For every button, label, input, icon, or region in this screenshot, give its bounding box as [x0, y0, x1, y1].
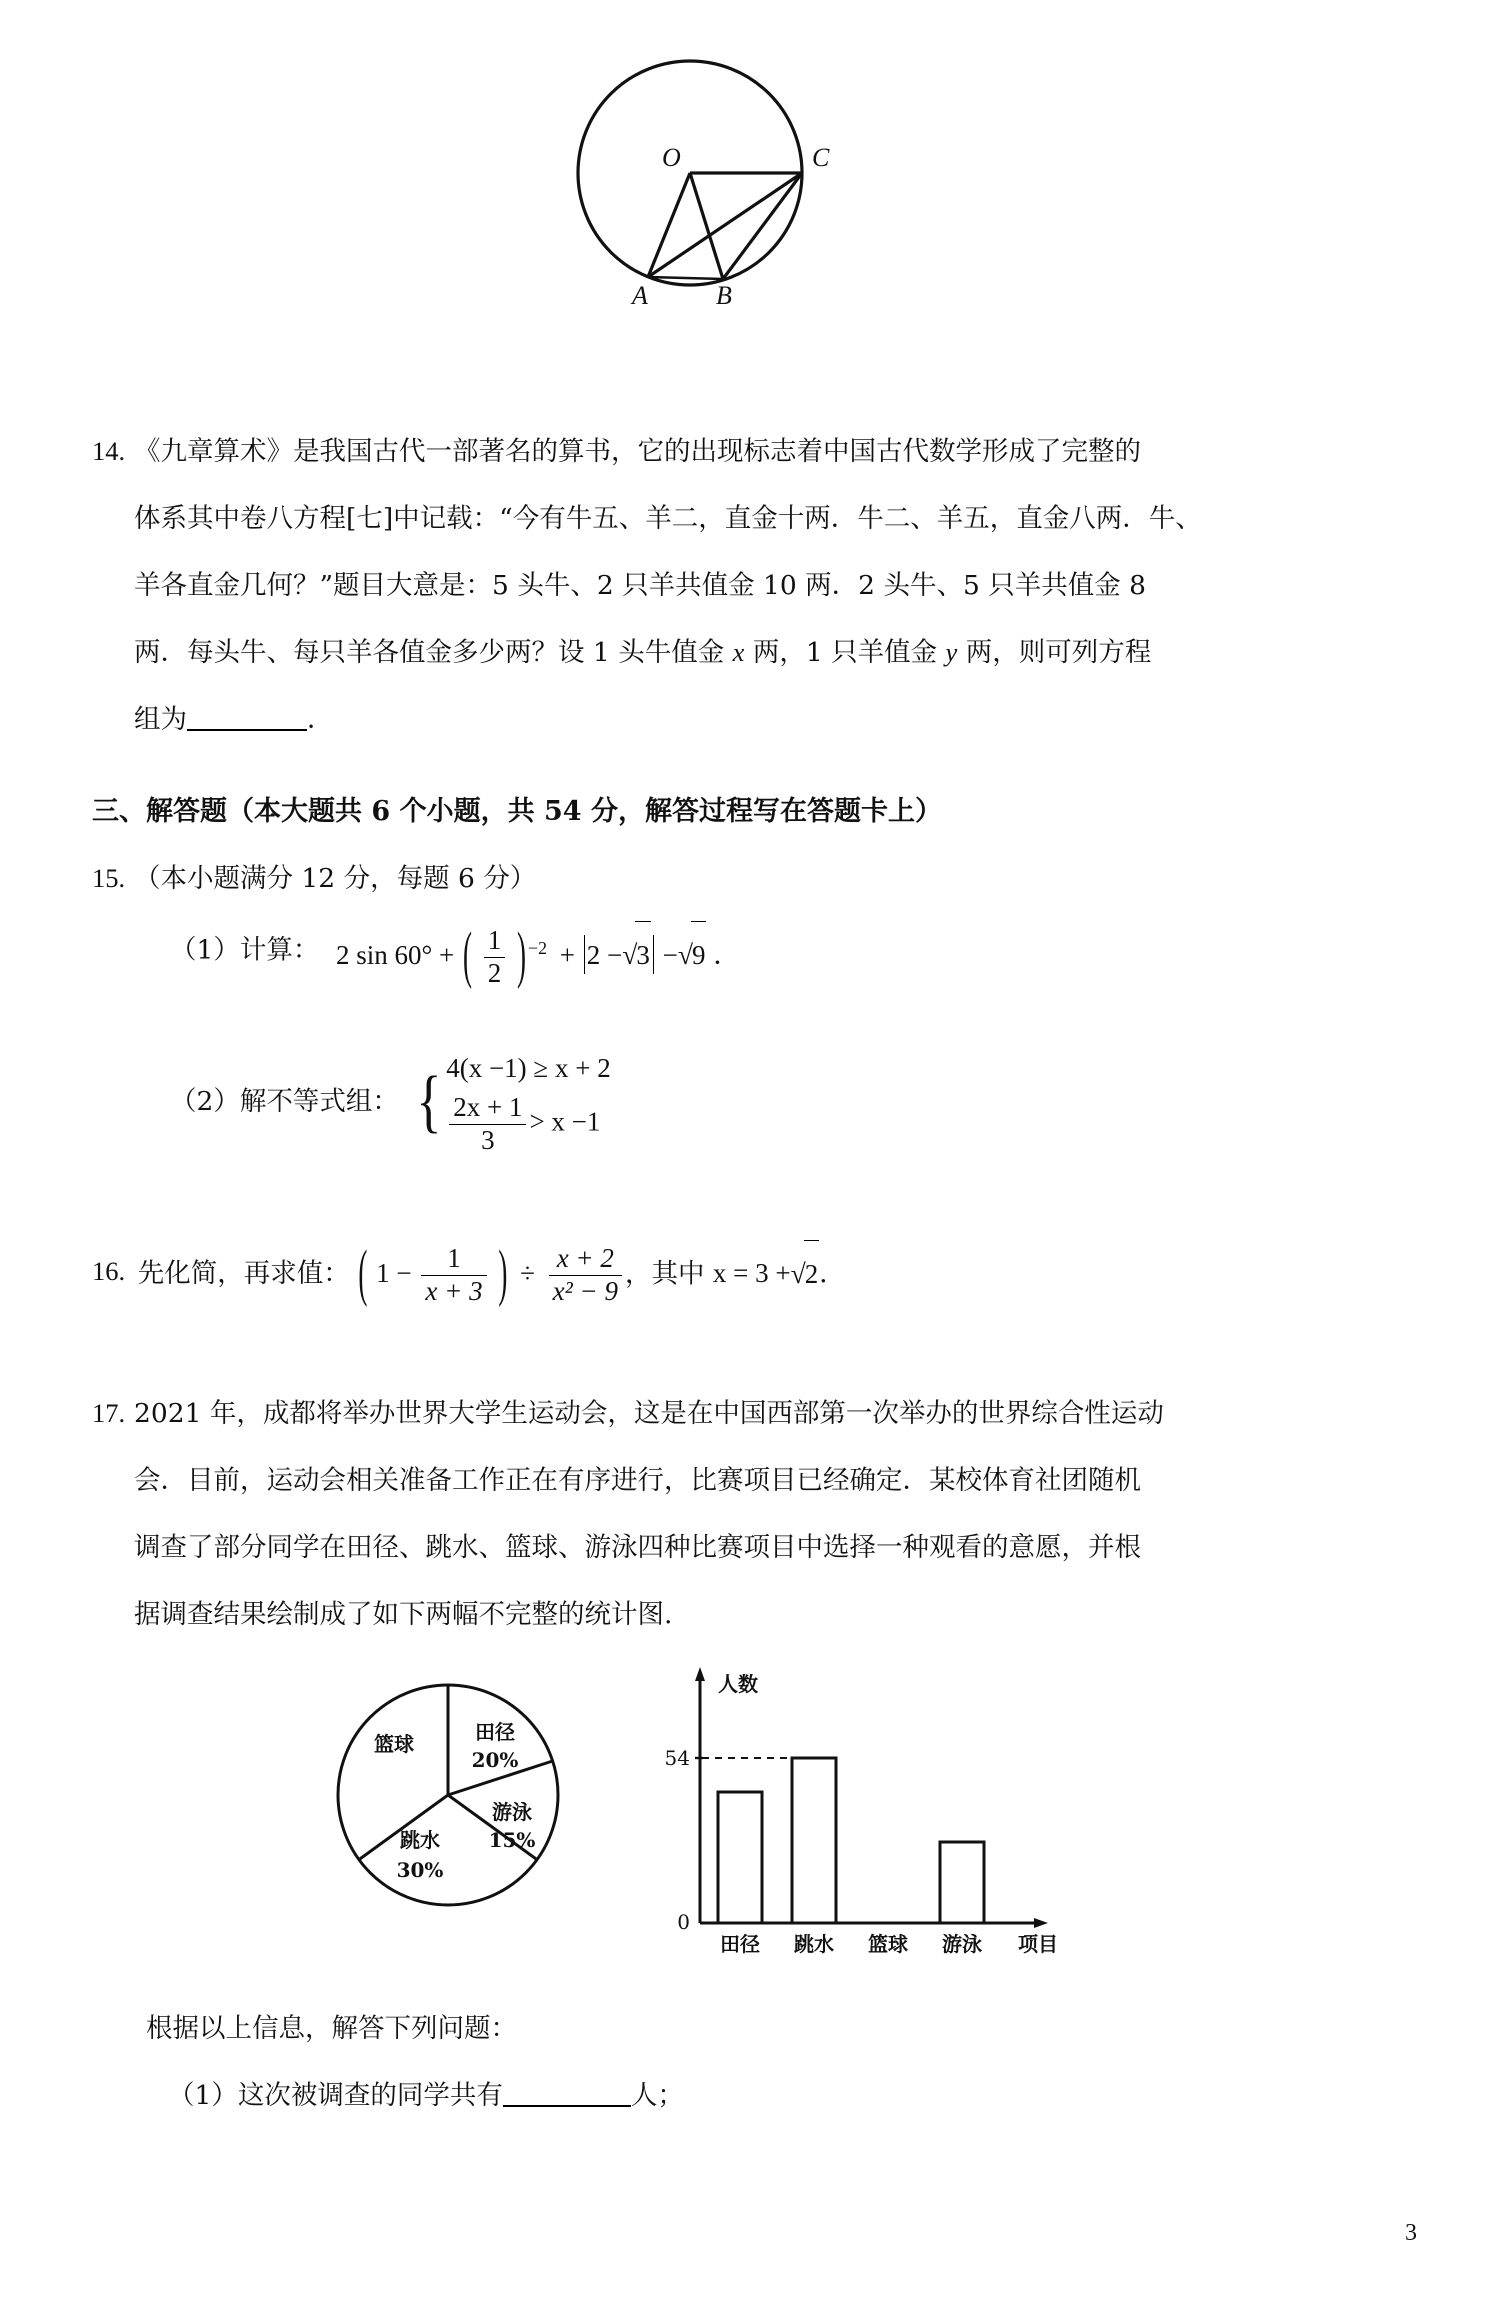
q17-line-3: 调查了部分同学在田径、跳水、篮球、游泳四种比赛项目中选择一种观看的意愿，并根 — [134, 1532, 1141, 1563]
q15-part1-label: （1）计算： — [170, 934, 320, 966]
fraction-2x-plus-1-over-3 — [449, 1092, 526, 1157]
q14-line-3: 羊各直金几何？”题目大意是：5 头牛、2 只羊共值金 10 两．2 头牛、5 只羊共值金 8 — [134, 570, 1147, 601]
pie-label-swimming: 游泳 — [492, 1800, 532, 1824]
inequality-row-2 — [446, 1092, 611, 1157]
label-A: A — [632, 281, 648, 306]
q14-var-y: y — [945, 637, 958, 667]
pie-label-diving: 跳水 — [400, 1828, 440, 1852]
q15-part1-expression — [336, 915, 740, 990]
q14-line-4-a: 两．每头牛、每只羊各值金多少两？设 1 头牛值金 — [134, 637, 733, 668]
page-number: 3 — [1405, 2220, 1417, 2246]
denominator: 3 — [449, 1124, 526, 1157]
section-3-heading: 三、解答题（本大题共 6 个小题，共 54 分，解答过程写在答题卡上） — [92, 796, 942, 827]
denominator: x² − 9 — [549, 1275, 622, 1308]
q14-line-2: 体系其中卷八方程[七]中记载：“今有牛五、羊二，直金十两．牛二、羊五，直金八两．牛、 — [134, 503, 1202, 534]
x-tick-basketball: 篮球 — [868, 1932, 908, 1955]
circle-geometry-figure — [520, 38, 880, 306]
q17-sub-1 — [168, 2062, 1468, 2129]
numerator: 1 — [447, 1243, 461, 1274]
q16-where-eq: x = 3 + — [712, 1258, 791, 1289]
statistics-figures — [330, 1655, 1120, 1955]
x-axis-arrow — [1034, 1918, 1048, 1928]
q17-line-4: 据调查结果绘制成了如下两幅不完整的统计图. — [134, 1599, 673, 1630]
abs-bar-right — [653, 935, 654, 974]
q16-label: 先化简，再求值： — [137, 1258, 350, 1290]
x-tick-diving: 跳水 — [794, 1932, 834, 1955]
left-paren: ( — [358, 1236, 368, 1308]
pie-value-swimming: 15% — [488, 1828, 536, 1852]
q17-number: 17. — [92, 1398, 126, 1428]
divide-sign: ÷ — [520, 1257, 535, 1288]
q14-line-5-b: ． — [307, 704, 334, 735]
pie-chart — [338, 1685, 558, 1905]
radicand: 3 — [635, 921, 651, 989]
question-17 — [92, 1380, 1432, 1648]
q14-answer-blank[interactable] — [187, 704, 307, 731]
denominator: x + 3 — [421, 1275, 486, 1308]
inequality-row-1: 4(x −1) ≥ x + 2 — [446, 1053, 611, 1083]
sqrt-3 — [622, 921, 651, 989]
radical-glyph: √ — [622, 939, 638, 970]
q14-var-x: x — [732, 637, 745, 667]
q14-line-4 — [134, 619, 1422, 686]
question-15-part-2 — [170, 1046, 1370, 1157]
question-15 — [92, 845, 1422, 912]
radical-glyph: √ — [790, 1257, 806, 1289]
denominator: 2 — [484, 957, 506, 990]
sqrt-9 — [678, 921, 707, 989]
abs-bar-left — [584, 935, 585, 974]
y-tick-54: 54 — [664, 1746, 690, 1770]
q17-line-1: 2021 年，成都将举办世界大学生运动会，这是在中国西部第一次举办的世界综合性运动 — [134, 1398, 1164, 1429]
q15-p1-term-a: 2 sin 60° + — [336, 940, 455, 970]
bar-athletics — [718, 1792, 762, 1923]
radicand: 9 — [691, 921, 707, 989]
q16-expression — [356, 1236, 625, 1308]
numerator: 2x + 1 — [453, 1091, 523, 1122]
y-tick-0: 0 — [677, 1910, 690, 1934]
question-15-part-1 — [170, 915, 1370, 990]
x-tick-athletics: 田径 — [720, 1932, 760, 1955]
q16-where-a: ，其中 — [624, 1258, 713, 1290]
pie-value-diving: 30% — [396, 1858, 444, 1882]
q16-number: 16. — [92, 1256, 126, 1286]
bar-chart — [665, 1667, 1058, 1955]
q14-line-1: 《九章算术》是我国古代一部著名的算书，它的出现标志着中国古代数学形成了完整的 — [134, 436, 1141, 467]
label-B: B — [716, 281, 732, 306]
bar-diving — [792, 1758, 836, 1923]
y-axis-arrow — [695, 1667, 705, 1681]
q14-line-4-c: 两，则可列方程 — [957, 637, 1152, 668]
fraction-one-half — [484, 925, 506, 990]
q17-sub1-b: 人； — [630, 2080, 684, 2111]
q14-line-5-a: 组为 — [134, 704, 187, 735]
q15-part2-label: （2）解不等式组： — [170, 1085, 399, 1117]
left-paren: ( — [463, 919, 473, 990]
q14-number: 14. — [92, 436, 126, 466]
q15-number: 15. — [92, 863, 126, 893]
q17-line-2: 会．目前，运动会相关准备工作正在有序进行，比赛项目已经确定．某校体育社团随机 — [134, 1465, 1141, 1496]
inequality-rows — [446, 1046, 611, 1157]
pie-value-athletics: 20% — [471, 1748, 519, 1772]
question-14 — [92, 418, 1422, 753]
q14-line-5 — [134, 686, 1422, 753]
question-16 — [92, 1238, 1422, 1308]
pie-label-basketball: 篮球 — [374, 1732, 414, 1756]
inequality-rhs: > x −1 — [529, 1106, 601, 1137]
label-O: O — [662, 143, 681, 172]
plus-sign: + — [559, 940, 575, 970]
fraction-1-over-x-plus-3 — [421, 1243, 486, 1308]
numerator: 1 — [487, 925, 502, 956]
x-tick-swimming: 游泳 — [942, 1932, 982, 1955]
q14-line-4-b: 两，1 只羊值金 — [744, 637, 946, 668]
bar-swimming — [940, 1842, 984, 1923]
q17-sub1-answer-blank[interactable] — [503, 2080, 631, 2107]
label-C: C — [812, 143, 830, 172]
q16-one-minus: 1 − — [376, 1257, 412, 1288]
numerator: x + 2 — [556, 1243, 614, 1274]
q15-part2-inequality-system — [412, 1046, 611, 1157]
radicand: 2 — [804, 1240, 820, 1308]
right-paren: ) — [498, 1236, 508, 1308]
fraction-x-plus-2-over-x2-minus-9 — [549, 1243, 622, 1308]
right-paren: ) — [517, 919, 527, 990]
q15-title: （本小题满分 12 分，每题 6 分） — [134, 863, 537, 894]
period: ． — [713, 940, 741, 971]
sqrt-2 — [791, 1240, 820, 1308]
q17-after-charts-text: 根据以上信息，解答下列问题： — [146, 2013, 517, 2044]
exponent: −2 — [528, 938, 547, 958]
abs-inner: 2 − — [586, 940, 623, 970]
left-brace: { — [415, 1061, 441, 1140]
minus-sign: − — [662, 940, 678, 970]
y-axis-label: 人数 — [718, 1672, 758, 1696]
x-axis-label: 项目 — [1018, 1932, 1058, 1955]
pie-label-athletics: 田径 — [475, 1720, 515, 1744]
q16-where-end: ． — [819, 1258, 846, 1290]
radical-glyph: √ — [677, 939, 693, 970]
q17-sub1-a: （1）这次被调查的同学共有 — [168, 2080, 503, 2111]
